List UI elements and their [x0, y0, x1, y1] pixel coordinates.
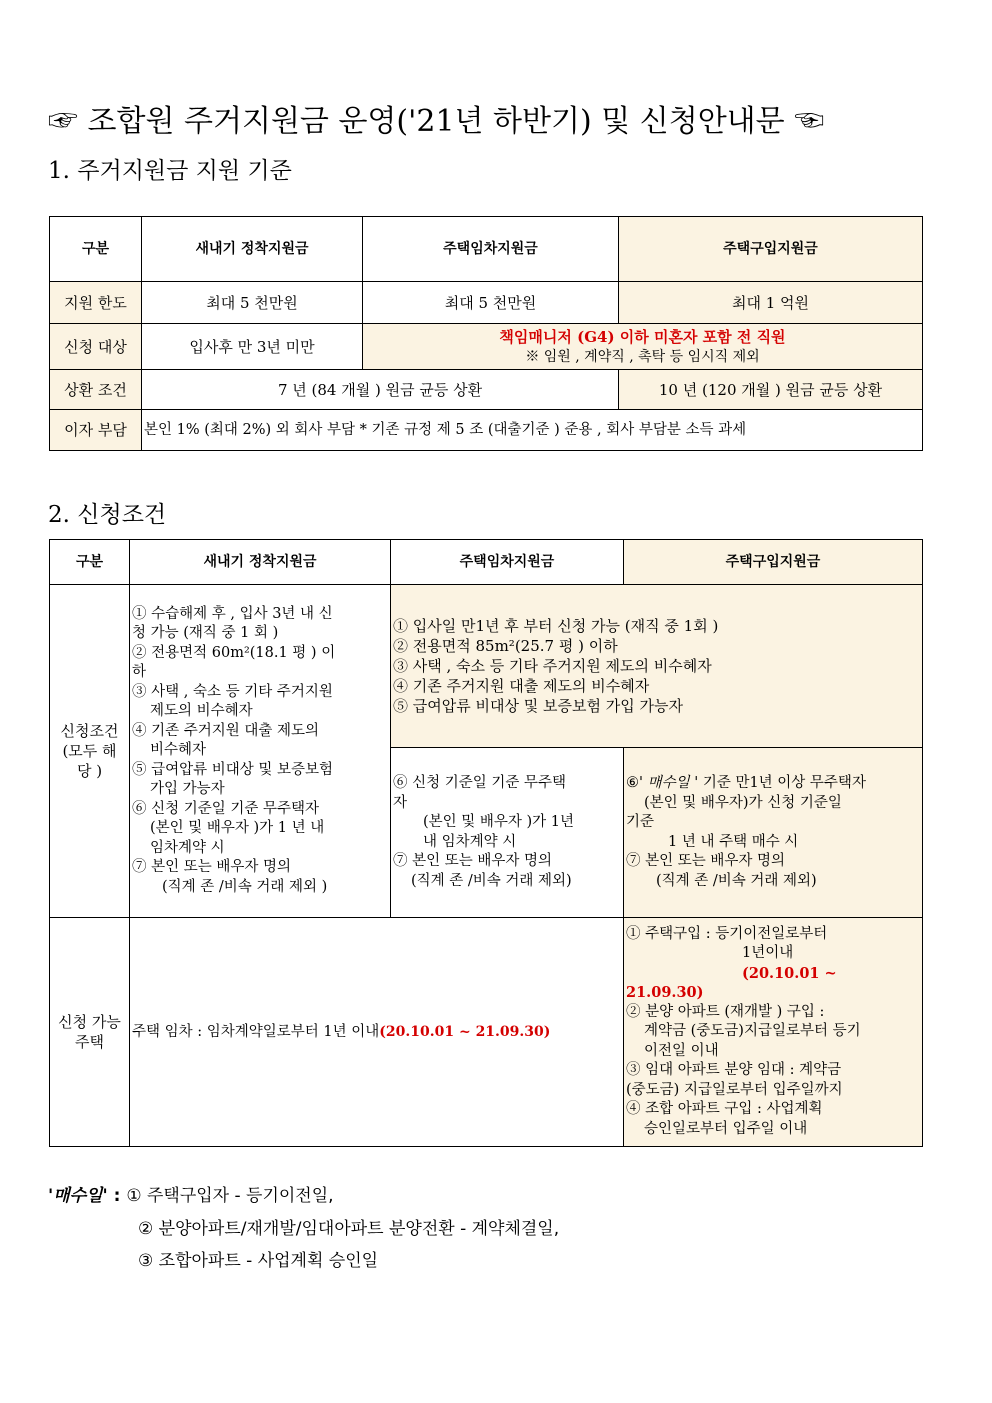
rent-house-text: 주택 임차 : 임차계약일로부터 1년 이내	[132, 1024, 380, 1040]
row-label-limit: 지원 한도	[50, 282, 142, 324]
condition-label-line: (모두 해	[62, 742, 117, 760]
purchase-condition-item: ⑦ 본인 또는 배우자 명의	[626, 853, 785, 869]
condition-label-line: 신청조건	[60, 722, 119, 740]
page-title: ☞ 조합원 주거지원금 운영('21년 하반기) 및 신청안내문 ☜	[48, 104, 825, 139]
interest-detail: 본인 1% (최대 2%) 외 회사 부담 * 기존 규정 제 5 조 (대출기준 ) 준용 , 회사 부담분 소득 과세	[142, 410, 923, 451]
header2-newcomer: 새내기 정착지원금	[130, 540, 391, 585]
header2-category: 구분	[50, 540, 130, 585]
footnote-line-1	[48, 1181, 334, 1206]
application-conditions-table	[49, 539, 923, 1147]
purchase-house-item: ② 분양 아파트 (재개발 ) 구입 :	[626, 1003, 825, 1020]
purchase-house-eligibility	[624, 918, 923, 1147]
condition-item: 제도의 비수혜자	[150, 703, 253, 720]
rent-condition-item: (직계 존 /비속 거래 제외)	[411, 872, 572, 889]
purchase-house-item: ① 주택구입 : 등기이전일로부터	[626, 925, 828, 942]
condition-item: 하	[132, 664, 147, 681]
purchase-condition-item: 기준	[626, 814, 655, 830]
limit-rent: 최대 5 천만원	[363, 282, 619, 324]
shared-condition-item: ④ 기존 주거지원 대출 제도의 비수혜자	[393, 677, 650, 695]
footnote-line-2: ② 분양아파트/재개발/임대아파트 분양전환 - 계약체결일,	[138, 1219, 560, 1239]
condition-item: 청 가능 (재직 중 1 회 )	[132, 625, 279, 642]
rent-condition-item: 내 임차계약 시	[423, 833, 517, 850]
shared-condition-item: ⑤ 급여압류 비대상 및 보증보험 가입 가능자	[393, 697, 683, 715]
purchase-house-period: (20.10.01 ~	[742, 964, 837, 982]
shared-condition-item: ② 전용면적 85m²(25.7 평 ) 이하	[393, 637, 618, 655]
header-purchase: 주택구입지원금	[619, 217, 923, 282]
circle-number: ⑥	[626, 775, 639, 791]
condition-item: ⑦ 본인 또는 배우자 명의	[132, 859, 291, 876]
repay-newcomer-rent: 7 년 (84 개월 ) 원금 균등 상환	[142, 370, 619, 410]
rent-house-eligibility	[130, 918, 624, 1147]
condition-label	[50, 585, 130, 918]
target-rent-purchase	[363, 324, 923, 370]
condition-item: 가입 가능자	[150, 781, 225, 798]
rent-conditions	[391, 748, 624, 918]
newcomer-conditions	[130, 585, 391, 918]
condition-item: 임차계약 시	[150, 839, 225, 856]
purchase-condition-first	[626, 774, 920, 794]
shared-condition-item: ③ 사택 , 숙소 등 기타 주거지원 제도의 비수혜자	[393, 657, 712, 675]
header2-purchase: 주택구입지원금	[624, 540, 923, 585]
purchase-condition-item: (직계 존 /비속 거래 제외)	[656, 872, 817, 889]
section1-heading: 1. 주거지원금 지원 기준	[48, 158, 292, 184]
purchase-house-item: 계약금 (중도금)지급일로부터 등기	[644, 1023, 861, 1040]
header2-rent: 주택임차지원금	[391, 540, 624, 585]
target-newcomer: 입사후 만 3년 미만	[142, 324, 363, 370]
condition-item: ① 수습해제 후 , 입사 3년 내 신	[132, 605, 333, 622]
header-rent: 주택임차지원금	[363, 217, 619, 282]
footnote-item: ① 주택구입자 - 등기이전일,	[126, 1186, 334, 1206]
purchase-conditions	[624, 748, 923, 918]
purchase-house-item: 이전일 이내	[644, 1042, 719, 1059]
purchase-house-item: 1년이내	[742, 945, 794, 962]
rent-house-period: (20.10.01 ~ 21.09.30)	[379, 1024, 551, 1040]
row-label-target: 신청 대상	[50, 324, 142, 370]
rent-condition-item: ⑥ 신청 기준일 기준 무주택	[393, 775, 567, 791]
shared-condition-item: ① 입사일 만1년 후 부터 신청 가능 (재직 중 1회 )	[393, 617, 719, 635]
condition-item: ④ 기존 주거지원 대출 제도의	[132, 722, 320, 739]
rent-condition-item: ⑦ 본인 또는 배우자 명의	[393, 853, 552, 869]
support-criteria-table	[49, 216, 923, 451]
purchase-house-item: (중도금) 지급일로부터 입주일까지	[626, 1081, 843, 1098]
purchase-condition-item: 1 년 내 주택 매수 시	[668, 833, 799, 850]
purchase-house-item: ③ 임대 아파트 분양 임대 : 계약금	[626, 1062, 842, 1079]
repay-purchase: 10 년 (120 개월 ) 원금 균등 상환	[619, 370, 923, 410]
purchase-house-item: 승인일로부터 입주일 이내	[644, 1120, 808, 1137]
limit-purchase: 최대 1 억원	[619, 282, 923, 324]
condition-item: (직계 존 /비속 거래 제외 )	[162, 878, 328, 895]
row-label-repay: 상환 조건	[50, 370, 142, 410]
rent-condition-item: 자	[393, 794, 408, 811]
section2-heading: 2. 신청조건	[48, 502, 167, 528]
header-category: 구분	[50, 217, 142, 282]
condition-item: ⑤ 급여압류 비대상 및 보증보험	[132, 761, 334, 778]
footnote-term: '매수일'	[48, 1186, 108, 1206]
purchase-house-item: ④ 조합 아파트 구입 : 사업계획	[626, 1101, 823, 1118]
house-label-line: 주택	[75, 1033, 104, 1051]
purchase-condition-item: (본인 및 배우자)가 신청 기준일	[644, 794, 842, 811]
limit-newcomer: 최대 5 천만원	[142, 282, 363, 324]
house-label-line: 신청 가능	[58, 1013, 121, 1031]
target-exclusion-note: ※ 임원 , 계약직 , 촉탁 등 임시직 제외	[525, 348, 760, 365]
header-newcomer: 새내기 정착지원금	[142, 217, 363, 282]
rent-condition-item: (본인 및 배우자 )가 1년	[423, 814, 575, 830]
condition-item: ⑥ 신청 기준일 기준 무주택자	[132, 800, 320, 817]
condition-item: (본인 및 배우자 )가 1 년 내	[150, 820, 325, 837]
purchase-house-period: 21.09.30)	[626, 984, 704, 1002]
footnote-line-3: ③ 조합아파트 - 사업계획 승인일	[138, 1251, 379, 1271]
target-eligibility: 책임매니저 (G4) 이하 미혼자 포함 전 직원	[499, 327, 786, 346]
condition-item: ③ 사택 , 숙소 등 기타 주거지원	[132, 683, 333, 700]
footnote-colon: :	[107, 1186, 127, 1206]
condition-item: ② 전용면적 60m²(18.1 평 ) 이	[132, 644, 336, 661]
purchase-date-term: ' 매수일 '	[639, 775, 699, 791]
condition-item: 비수혜자	[150, 742, 207, 759]
shared-conditions	[391, 585, 923, 748]
purchase-condition-text: 기준 만1년 이상 무주택자	[698, 775, 866, 791]
condition-label-line: 당 )	[76, 762, 103, 780]
row-label-interest: 이자 부담	[50, 410, 142, 451]
house-label	[50, 918, 130, 1147]
